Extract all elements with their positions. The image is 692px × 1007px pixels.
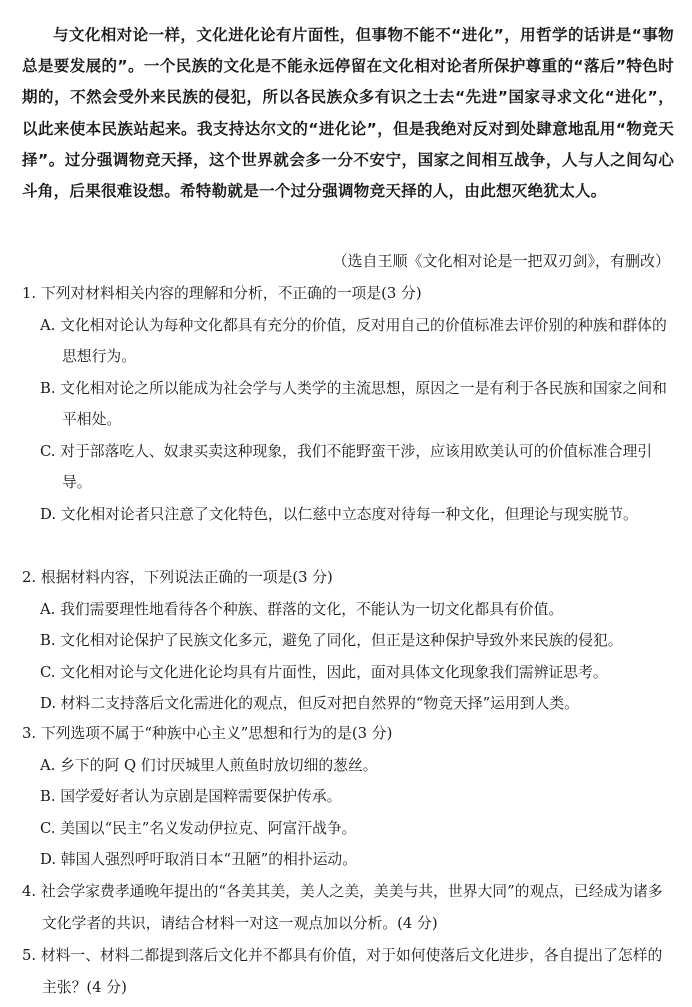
option-c[interactable]: C. 文化相对论与文化进化论均具有片面性，因此，面对具体文化现象我们需辨证思考。	[40, 663, 608, 681]
option-d[interactable]: D. 材料二支持落后文化需进化的观点，但反对把自然界的“物竞天择”运用到人类。	[40, 695, 579, 712]
option-a[interactable]: A. 文化相对论认为每种文化都具有充分的价值，反对用自己的价值标准去评价别的种族和群体的思想行为。	[40, 316, 667, 365]
question-1	[22, 278, 672, 530]
option-c[interactable]: C. 对于部落吃人、奴隶买卖这种现象，我们不能野蛮干涉，应该用欧美认可的价值标准合理引导。	[40, 442, 653, 491]
question-stem: 4. 社会学家费孝通晚年提出的“各美其美，美人之美，美美与共，世界大同”的观点，已经成为诸多文化学者的共识，请结合材料一对这一观点加以分析。(4 分)	[22, 883, 663, 932]
option-b[interactable]: B. 国学爱好者认为京剧是国粹需要保护传承。	[40, 788, 342, 805]
option-d[interactable]: D. 韩国人强烈呼吁取消日本“丑陋”的相扑运动。	[40, 851, 358, 868]
question-3	[22, 718, 672, 876]
question-stem: 5. 材料一、材料二都提到落后文化并不都具有价值，对于如何使落后文化进步，各自提出了怎样的主张？(4 分)	[22, 947, 663, 996]
option-b[interactable]: B. 文化相对论保护了民族文化多元，避免了同化，但正是这种保护导致外来民族的侵犯。	[40, 632, 623, 649]
option-a[interactable]: A. 我们需要理性地看待各个种族、群落的文化，不能认为一切文化都具有价值。	[40, 600, 564, 618]
question-stem: 1. 下列对材料相关内容的理解和分析，不正确的一项是(3 分)	[22, 285, 422, 302]
option-d[interactable]: D. 文化相对论者只注意了文化特色，以仁慈中立态度对待每一种文化，但理论与现实脱节。	[40, 505, 638, 523]
reading-passage	[22, 20, 674, 207]
option-c[interactable]: C. 美国以“民主”名义发动伊拉克、阿富汗战争。	[40, 819, 357, 837]
question-stem: 2. 根据材料内容，下列说法正确的一项是(3 分)	[22, 569, 333, 586]
question-stem: 3. 下列选项不属于“种族中心主义”思想和行为的是(3 分)	[22, 725, 393, 742]
option-b[interactable]: B. 文化相对论之所以能成为社会学与人类学的主流思想，原因之一是有利于各民族和国家之间和平相处。	[40, 379, 667, 428]
question-2	[22, 562, 672, 720]
question-4	[22, 876, 672, 939]
passage-paragraph: 与文化相对论一样，文化进化论有片面性，但事物不能不“进化”，用哲学的话讲是“事物总是要发展的”。一个民族的文化是不能永远停留在文化相对论者所保护尊重的“落后”特色时期的，不然会受外来民族的侵犯，所以各民族众多有识之士去“先进”国家寻求文化“进化”，以此来使本民族站起来。我支持达尔文的“进化论”，但是我绝对反对到处肆意地乱用“物竞天择”。过分强调物竞天择，这个世界就会多一分不安宁，国家之间相互战争，人与人之间勾心斗角，后果很难设想。希特勒就是一个过分强调物竞天择的人，由此想灭绝犹太人。	[22, 26, 674, 201]
question-5	[22, 940, 672, 1003]
option-a[interactable]: A. 乡下的阿 Q 们讨厌城里人煎鱼时放切细的葱丝。	[40, 756, 378, 774]
passage-source: （选自王顺《文化相对论是一把双刃剑》，有删改）	[332, 252, 670, 270]
